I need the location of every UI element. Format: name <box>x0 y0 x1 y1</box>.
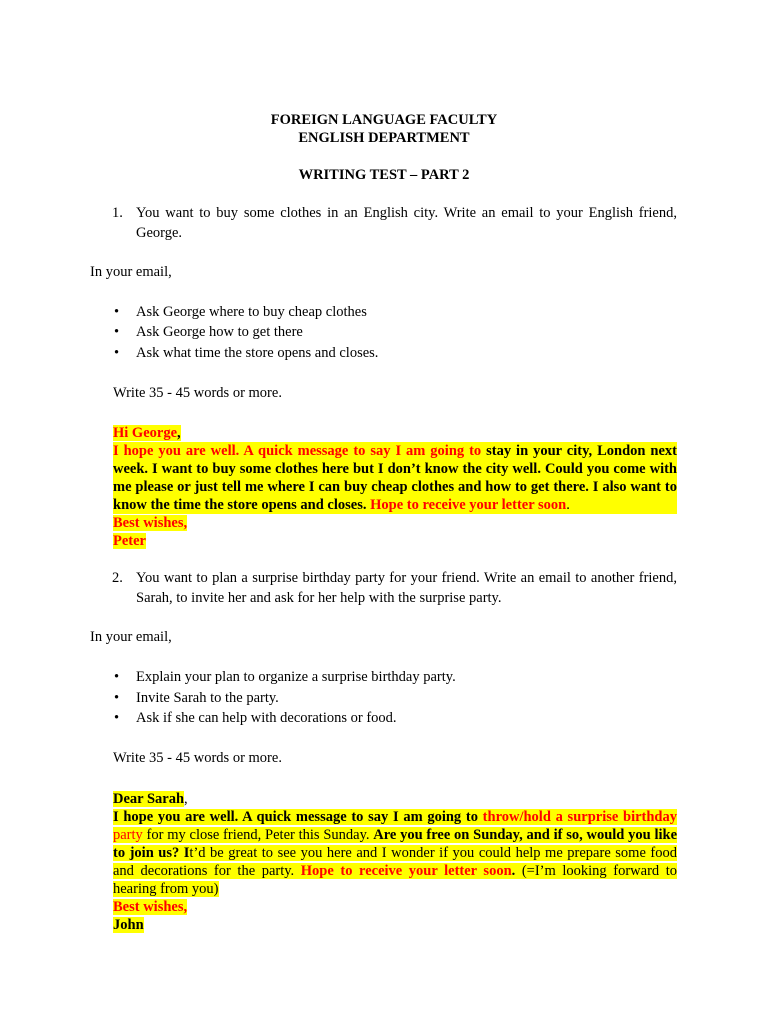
letter-text-run: throw/hold a surprise birthday <box>482 809 677 825</box>
question-prompt: You want to plan a surprise birthday party for your friend. Write an email to another friend, Sarah, to invite her and ask for her help with the surprise party. <box>136 570 677 606</box>
letter-text-run: stay in your city, London next week. I want to buy some clothes here but I don’t know the city well. Could you come with me please or just tell me where I can buy cheap clothes and how to get there. I also want to know the time the store opens and closes. <box>113 443 677 513</box>
letter-text-run: . <box>511 863 522 879</box>
bullet-item: • Ask George where to buy cheap clothes <box>114 304 367 320</box>
in-email-label: In your email, <box>90 264 172 280</box>
letter-signature: John <box>113 917 144 933</box>
test-title: WRITING TEST – PART 2 <box>298 167 470 183</box>
bullet-item: • Ask if she can help with decorations or food. <box>114 710 397 726</box>
letter-body <box>113 808 677 898</box>
word-count-instruction: Write 35 - 45 words or more. <box>113 385 282 401</box>
letter-greeting: Hi George <box>113 425 178 441</box>
bullet-item: • Explain your plan to organize a surprise birthday party. <box>114 669 456 685</box>
letter-text-run: Hope to receive your letter soon <box>300 863 512 879</box>
faculty-heading: FOREIGN LANGUAGE FACULTY <box>270 112 498 128</box>
letter-text-run: I hope you are well. A quick message to say I am going to <box>113 443 487 459</box>
letter-text-run: for my close friend, Peter this Sunday. <box>142 827 374 843</box>
letter-text-run: t’d be great to see you here and I wonder if you could help me prepare some food and decorations for the party. <box>113 845 677 879</box>
letter-signature: Peter <box>113 533 146 549</box>
letter-text-run: I hope you are well. A quick message to say I am going to <box>113 809 483 825</box>
letter-text-run: Are you free on Sunday, and if so, would you like to join us? I <box>113 827 678 861</box>
letter-greeting: Dear Sarah <box>113 791 185 807</box>
bullet-text: Invite Sarah to the party. <box>136 690 279 706</box>
bullet-item: • Ask what time the store opens and closes. <box>114 345 379 361</box>
letter-text-run: party <box>113 827 143 843</box>
bullet-text: Explain your plan to organize a surprise birthday party. <box>136 669 456 685</box>
bullet-item: • Ask George how to get there <box>114 324 303 340</box>
letter-text-run: (=I’m looking forward to hearing from you) <box>113 863 677 897</box>
letter-text-run: . <box>566 497 570 513</box>
bullet-text: Ask George where to buy cheap clothes <box>136 304 367 320</box>
bullet-text: Ask if she can help with decorations or food. <box>136 710 397 726</box>
question-number: 2. <box>112 570 123 586</box>
bullet-text: Ask what time the store opens and closes. <box>136 345 379 361</box>
in-email-label: In your email, <box>90 629 172 645</box>
letter-closing: Best wishes, <box>113 899 188 915</box>
bullet-item: • Invite Sarah to the party. <box>114 690 279 706</box>
bullet-text: Ask George how to get there <box>136 324 303 340</box>
sample-letter: Hi George, I hope you are well. A quick message to say I am going to stay in your city, London next week. I want to buy some clothes here but I don’t know the city well. Could you come with me please or just tell me where I can buy cheap clothes and how to get there. I also want to know the time the store opens and closes. Hope to receive your letter soon. Best wishes, Peter <box>113 425 677 549</box>
department-heading: ENGLISH DEPARTMENT <box>298 130 470 146</box>
word-count-instruction: Write 35 - 45 words or more. <box>113 750 282 766</box>
question-prompt: You want to buy some clothes in an English city. Write an email to your English friend, George. <box>136 205 677 241</box>
letter-body <box>113 442 677 514</box>
question-number: 1. <box>112 205 123 221</box>
sample-letter: Dear Sarah, I hope you are well. A quick message to say I am going to throw/hold a surprise birthday party for my close friend, Peter this Sunday. Are you free on Sunday, and if so, would you like to join us? It’d be great to see you here and I wonder if you could help me prepare some food and decorations for the party. Hope to receive your letter soon. (=I’m looking forward to hearing from you) Best wishes, John <box>113 791 678 933</box>
letter-text-run: Hope to receive your letter soon <box>370 497 567 513</box>
letter-closing: Best wishes, <box>113 515 188 531</box>
